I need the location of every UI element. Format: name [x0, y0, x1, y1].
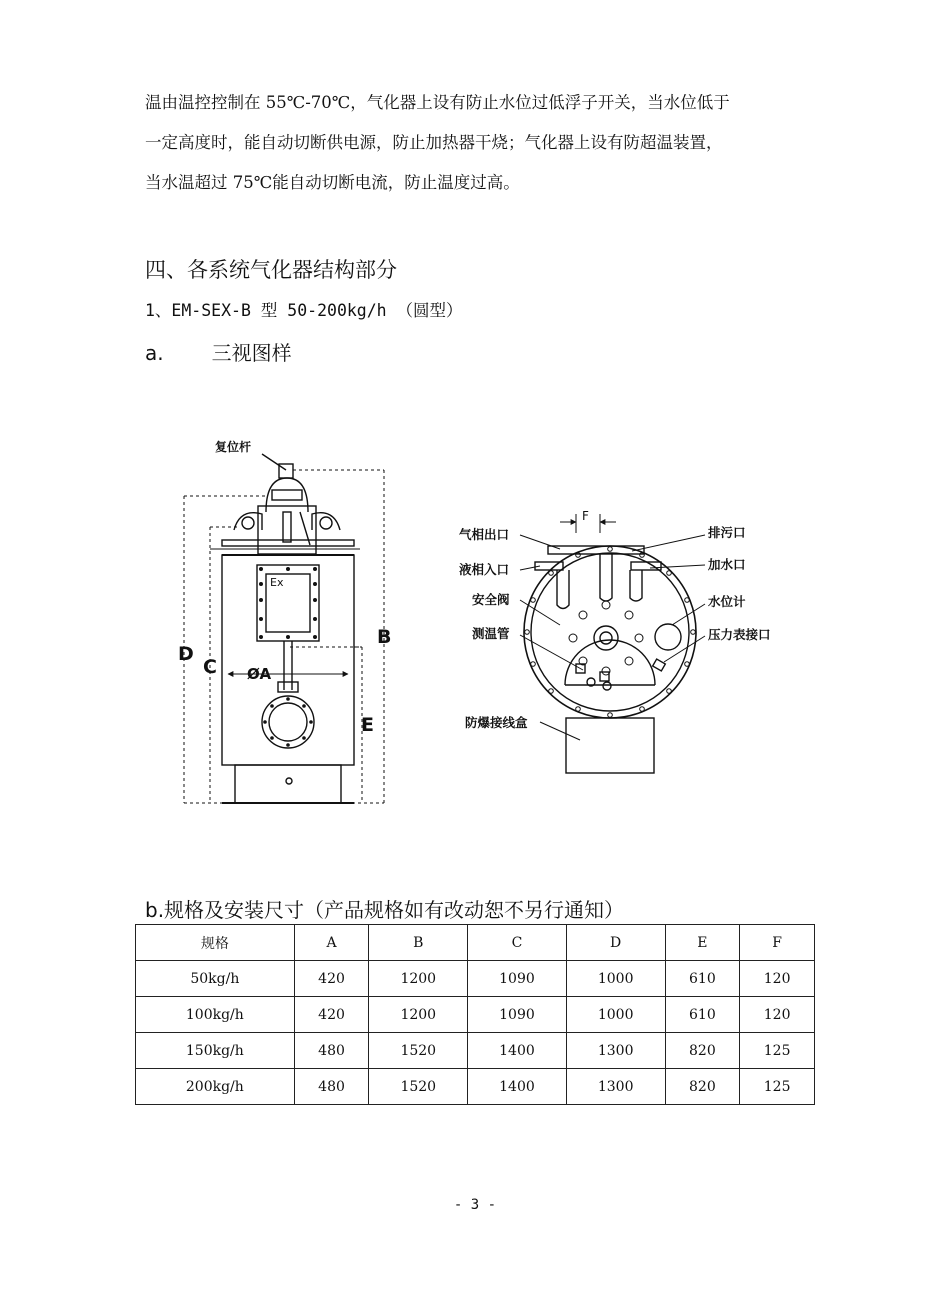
table-cell: 125	[740, 1069, 815, 1105]
header-cell: D	[566, 925, 665, 961]
drain-label: 排污口	[708, 525, 746, 540]
subsection-b-heading: b.规格及安装尺寸（产品规格如有改动恕不另行通知）	[145, 898, 625, 922]
junction-box-label: 防爆接线盒	[465, 715, 528, 730]
header-cell: C	[468, 925, 567, 961]
safety-valve-label: 安全阀	[472, 592, 510, 607]
water-level-label: 水位计	[708, 594, 746, 609]
liquid-inlet-label: 液相入口	[459, 562, 510, 577]
table-cell: 1300	[566, 1069, 665, 1105]
dim-b-label: B	[377, 626, 392, 648]
spec-table	[135, 924, 815, 1105]
water-inlet-label: 加水口	[708, 557, 746, 572]
table-cell: 420	[294, 961, 369, 997]
table-cell: 1200	[369, 961, 468, 997]
table-cell: 610	[665, 961, 740, 997]
table-cell: 1090	[468, 997, 567, 1033]
table-cell: 820	[665, 1033, 740, 1069]
dim-d-label: D	[178, 643, 194, 665]
table-cell: 150kg/h	[136, 1033, 295, 1069]
table-cell: 420	[294, 997, 369, 1033]
table-cell: 480	[294, 1069, 369, 1105]
table-cell: 1520	[369, 1069, 468, 1105]
table-row	[136, 1069, 815, 1105]
front-view-drawing	[184, 439, 384, 803]
header-cell: A	[294, 925, 369, 961]
body-text-line-2: 一定高度时，能自动切断供电源，防止加热器干烧；气化器上设有防超温装置，	[145, 133, 723, 152]
dim-f-label: F	[582, 509, 589, 523]
subsection-a-title: 三视图样	[211, 341, 292, 365]
table-cell: 100kg/h	[136, 997, 295, 1033]
table-cell: 120	[740, 997, 815, 1033]
table-cell: 1090	[468, 961, 567, 997]
top-view-drawing	[520, 514, 705, 773]
table-cell: 125	[740, 1033, 815, 1069]
table-cell: 1520	[369, 1033, 468, 1069]
gauge-port-label: 压力表接口	[708, 627, 771, 642]
dim-c-label: C	[203, 656, 217, 678]
table-cell: 820	[665, 1069, 740, 1105]
page-number: - 3 -	[453, 1197, 497, 1213]
table-cell: 1400	[468, 1069, 567, 1105]
table-cell: 1000	[566, 961, 665, 997]
header-cell: F	[740, 925, 815, 961]
reset-rod-label: 复位杆	[215, 440, 252, 454]
header-cell: 规格	[136, 925, 295, 961]
table-cell: 1200	[369, 997, 468, 1033]
table-cell: 1000	[566, 997, 665, 1033]
temp-tube-label: 测温管	[472, 626, 510, 641]
table-cell: 480	[294, 1033, 369, 1069]
subsection-heading: 1、EM-SEX-B 型 50-200kg/h （圆型）	[145, 301, 463, 320]
body-text-line-1: 温由温控控制在 55℃-70℃，气化器上设有防止水位过低浮子开关，当水位低于	[145, 93, 730, 112]
body-text-line-3: 当水温超过 75℃能自动切断电流，防止温度过高。	[145, 173, 520, 192]
table-row	[136, 961, 815, 997]
ex-mark: Ex	[270, 576, 284, 589]
header-cell: E	[665, 925, 740, 961]
dim-e-label: E	[361, 714, 374, 736]
subsection-a-label: a.	[145, 341, 164, 365]
dim-a-label: ØA	[247, 665, 272, 683]
table-header-row	[136, 925, 815, 961]
header-cell: B	[369, 925, 468, 961]
table-row	[136, 1033, 815, 1069]
table-cell: 200kg/h	[136, 1069, 295, 1105]
table-cell: 50kg/h	[136, 961, 295, 997]
table-cell: 1400	[468, 1033, 567, 1069]
section-heading: 四、各系统气化器结构部分	[145, 258, 397, 282]
table-cell: 610	[665, 997, 740, 1033]
table-cell: 120	[740, 961, 815, 997]
table-cell: 1300	[566, 1033, 665, 1069]
table-row	[136, 997, 815, 1033]
gas-outlet-label: 气相出口	[459, 527, 510, 542]
